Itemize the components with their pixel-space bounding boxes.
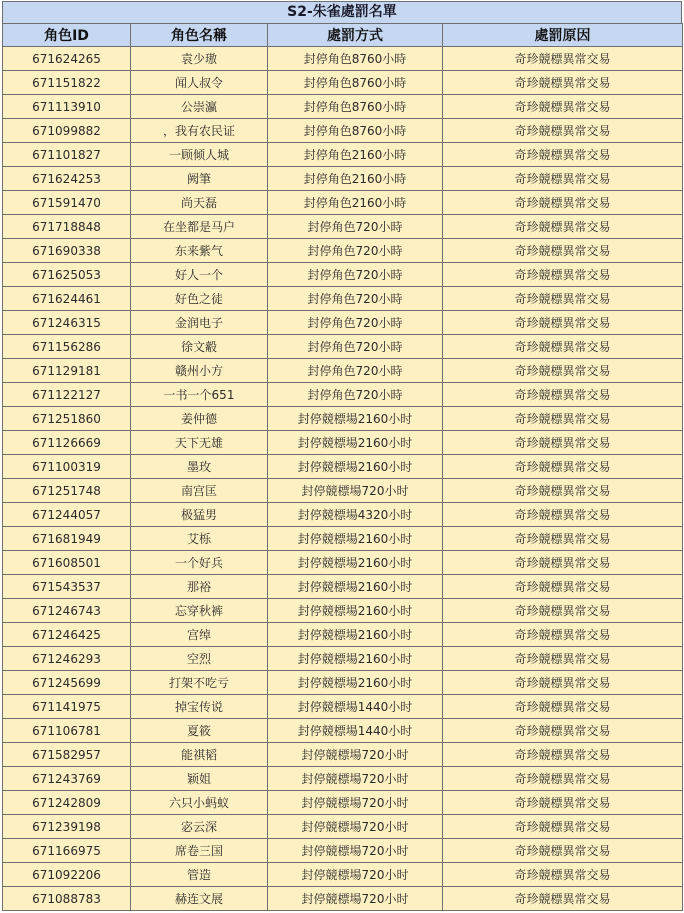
penalty-reason-cell: 奇珍競標異常交易 [443, 47, 683, 71]
penalty-reason-cell: 奇珍競標異常交易 [443, 95, 683, 119]
table-row [3, 47, 683, 71]
role-id-cell: 671582957 [3, 743, 131, 767]
table-row [3, 287, 683, 311]
role-name-cell: 一书一个651 [131, 383, 268, 407]
role-id-cell: 671624253 [3, 167, 131, 191]
table-row [3, 167, 683, 191]
role-id-cell: 671088783 [3, 887, 131, 911]
penalty-reason-cell: 奇珍競標異常交易 [443, 287, 683, 311]
header-penalty-method: 處罰方式 [268, 24, 443, 47]
role-id-cell: 671129181 [3, 359, 131, 383]
penalty-reason-cell: 奇珍競標異常交易 [443, 479, 683, 503]
role-name-cell: 公崇瀛 [131, 95, 268, 119]
penalty-method-cell: 封停角色2160小時 [268, 191, 443, 215]
role-id-cell: 671141975 [3, 695, 131, 719]
role-id-cell: 671099882 [3, 119, 131, 143]
penalty-reason-cell: 奇珍競標異常交易 [443, 503, 683, 527]
penalty-method-cell: 封停競標場720小时 [268, 815, 443, 839]
table-row [3, 767, 683, 791]
penalty-reason-cell: 奇珍競標異常交易 [443, 791, 683, 815]
table-row [3, 143, 683, 167]
table-row [3, 191, 683, 215]
table-row [3, 743, 683, 767]
penalty-method-cell: 封停競標場2160小时 [268, 527, 443, 551]
table-row [3, 599, 683, 623]
role-id-cell: 671239198 [3, 815, 131, 839]
table-row [3, 527, 683, 551]
penalty-method-cell: 封停角色720小時 [268, 359, 443, 383]
role-name-cell: 好人一个 [131, 263, 268, 287]
penalty-method-cell: 封停競標場720小时 [268, 743, 443, 767]
role-name-cell: 掉宝传说 [131, 695, 268, 719]
penalty-method-cell: 封停角色8760小時 [268, 95, 443, 119]
role-id-cell: 671151822 [3, 71, 131, 95]
role-id-cell: 671092206 [3, 863, 131, 887]
role-id-cell: 671543537 [3, 575, 131, 599]
penalty-table [2, 23, 683, 911]
header-role-id: 角色ID [3, 24, 131, 47]
penalty-reason-cell: 奇珍競標異常交易 [443, 239, 683, 263]
penalty-reason-cell: 奇珍競標異常交易 [443, 863, 683, 887]
penalty-method-cell: 封停角色2160小時 [268, 167, 443, 191]
role-name-cell: 徐文觳 [131, 335, 268, 359]
penalty-method-cell: 封停角色720小時 [268, 263, 443, 287]
role-id-cell: 671246315 [3, 311, 131, 335]
penalty-reason-cell: 奇珍競標異常交易 [443, 575, 683, 599]
table-row [3, 695, 683, 719]
table-body [3, 47, 683, 911]
table-row [3, 671, 683, 695]
role-name-cell: 六只小蚂蚁 [131, 791, 268, 815]
header-penalty-reason: 處罰原因 [443, 24, 683, 47]
role-name-cell: 阙筆 [131, 167, 268, 191]
role-name-cell: 袁少璈 [131, 47, 268, 71]
role-id-cell: 671625053 [3, 263, 131, 287]
role-name-cell: 那裕 [131, 575, 268, 599]
penalty-reason-cell: 奇珍競標異常交易 [443, 407, 683, 431]
role-id-cell: 671718848 [3, 215, 131, 239]
penalty-reason-cell: 奇珍競標異常交易 [443, 527, 683, 551]
penalty-reason-cell: 奇珍競標異常交易 [443, 119, 683, 143]
penalty-reason-cell: 奇珍競標異常交易 [443, 455, 683, 479]
table-row [3, 479, 683, 503]
table-row [3, 239, 683, 263]
role-name-cell: 打架不吃亏 [131, 671, 268, 695]
penalty-method-cell: 封停角色8760小時 [268, 47, 443, 71]
penalty-method-cell: 封停角色8760小時 [268, 71, 443, 95]
table-row [3, 359, 683, 383]
role-name-cell: 一顾倾人城 [131, 143, 268, 167]
table-row [3, 575, 683, 599]
role-name-cell: 金润电子 [131, 311, 268, 335]
penalty-method-cell: 封停競標場2160小时 [268, 647, 443, 671]
role-id-cell: 671166975 [3, 839, 131, 863]
table-row [3, 503, 683, 527]
penalty-reason-cell: 奇珍競標異常交易 [443, 143, 683, 167]
penalty-reason-cell: 奇珍競標異常交易 [443, 887, 683, 911]
role-id-cell: 671101827 [3, 143, 131, 167]
role-name-cell: 宓云深 [131, 815, 268, 839]
role-id-cell: 671156286 [3, 335, 131, 359]
penalty-method-cell: 封停競標場720小时 [268, 791, 443, 815]
penalty-reason-cell: 奇珍競標異常交易 [443, 695, 683, 719]
penalty-method-cell: 封停競標場2160小时 [268, 407, 443, 431]
penalty-method-cell: 封停競標場720小时 [268, 839, 443, 863]
role-id-cell: 671126669 [3, 431, 131, 455]
table-row [3, 431, 683, 455]
penalty-method-cell: 封停角色720小時 [268, 287, 443, 311]
table-row [3, 791, 683, 815]
penalty-reason-cell: 奇珍競標異常交易 [443, 671, 683, 695]
penalty-method-cell: 封停競標場720小时 [268, 887, 443, 911]
penalty-method-cell: 封停競標場2160小时 [268, 551, 443, 575]
role-id-cell: 671246293 [3, 647, 131, 671]
penalty-reason-cell: 奇珍競標異常交易 [443, 71, 683, 95]
role-id-cell: 671591470 [3, 191, 131, 215]
penalty-method-cell: 封停角色8760小時 [268, 119, 443, 143]
role-id-cell: 671100319 [3, 455, 131, 479]
penalty-method-cell: 封停競標場1440小时 [268, 695, 443, 719]
table-row [3, 839, 683, 863]
penalty-reason-cell: 奇珍競標異常交易 [443, 743, 683, 767]
table-row [3, 215, 683, 239]
role-id-cell: 671242809 [3, 791, 131, 815]
role-name-cell: 好色之徒 [131, 287, 268, 311]
role-id-cell: 671251748 [3, 479, 131, 503]
penalty-reason-cell: 奇珍競標異常交易 [443, 311, 683, 335]
table-row [3, 455, 683, 479]
role-id-cell: 671246743 [3, 599, 131, 623]
penalty-reason-cell: 奇珍競標異常交易 [443, 335, 683, 359]
table-row [3, 551, 683, 575]
penalty-reason-cell: 奇珍競標異常交易 [443, 383, 683, 407]
penalty-method-cell: 封停競標場720小时 [268, 479, 443, 503]
penalty-reason-cell: 奇珍競標異常交易 [443, 719, 683, 743]
penalty-method-cell: 封停競標場2160小时 [268, 599, 443, 623]
table-row [3, 71, 683, 95]
penalty-reason-cell: 奇珍競標異常交易 [443, 839, 683, 863]
header-row [3, 24, 683, 47]
header-role-name: 角色名稱 [131, 24, 268, 47]
role-name-cell: 管造 [131, 863, 268, 887]
role-name-cell: 一个好兵 [131, 551, 268, 575]
role-name-cell: 天下无雄 [131, 431, 268, 455]
role-name-cell: 南宫匡 [131, 479, 268, 503]
table-row [3, 263, 683, 287]
table-row [3, 647, 683, 671]
penalty-method-cell: 封停角色720小時 [268, 335, 443, 359]
penalty-reason-cell: 奇珍競標異常交易 [443, 167, 683, 191]
penalty-method-cell: 封停競標場720小时 [268, 863, 443, 887]
penalty-method-cell: 封停競標場720小时 [268, 767, 443, 791]
penalty-reason-cell: 奇珍競標異常交易 [443, 815, 683, 839]
role-name-cell: 闻人叔令 [131, 71, 268, 95]
role-id-cell: 671243769 [3, 767, 131, 791]
penalty-method-cell: 封停角色2160小時 [268, 143, 443, 167]
role-name-cell: 极猛男 [131, 503, 268, 527]
penalty-reason-cell: 奇珍競標異常交易 [443, 263, 683, 287]
penalty-reason-cell: 奇珍競標異常交易 [443, 431, 683, 455]
role-id-cell: 671608501 [3, 551, 131, 575]
role-name-cell: 艾栎 [131, 527, 268, 551]
penalty-method-cell: 封停競標場2160小时 [268, 455, 443, 479]
table-row [3, 95, 683, 119]
table-row [3, 719, 683, 743]
role-name-cell: ，我有农民证 [131, 119, 268, 143]
table-row [3, 335, 683, 359]
sheet-title: S2-朱雀處罰名單 [2, 1, 682, 24]
penalty-method-cell: 封停競標場2160小时 [268, 623, 443, 647]
table-row [3, 863, 683, 887]
penalty-method-cell: 封停角色720小時 [268, 311, 443, 335]
table-row [3, 815, 683, 839]
penalty-reason-cell: 奇珍競標異常交易 [443, 191, 683, 215]
penalty-reason-cell: 奇珍競標異常交易 [443, 599, 683, 623]
penalty-method-cell: 封停角色720小時 [268, 239, 443, 263]
table-row [3, 623, 683, 647]
role-name-cell: 赣州小方 [131, 359, 268, 383]
penalty-reason-cell: 奇珍競標異常交易 [443, 551, 683, 575]
penalty-method-cell: 封停角色720小時 [268, 383, 443, 407]
role-id-cell: 671122127 [3, 383, 131, 407]
penalty-method-cell: 封停競標場2160小时 [268, 575, 443, 599]
role-id-cell: 671624265 [3, 47, 131, 71]
role-name-cell: 夏筱 [131, 719, 268, 743]
penalty-method-cell: 封停競標場1440小时 [268, 719, 443, 743]
penalty-reason-cell: 奇珍競標異常交易 [443, 647, 683, 671]
penalty-reason-cell: 奇珍競標異常交易 [443, 215, 683, 239]
role-name-cell: 颖姐 [131, 767, 268, 791]
penalty-method-cell: 封停競標場4320小时 [268, 503, 443, 527]
role-id-cell: 671624461 [3, 287, 131, 311]
role-name-cell: 在坐都是马户 [131, 215, 268, 239]
role-name-cell: 东来紫气 [131, 239, 268, 263]
penalty-method-cell: 封停競標場2160小时 [268, 431, 443, 455]
role-name-cell: 能祺韬 [131, 743, 268, 767]
penalty-reason-cell: 奇珍競標異常交易 [443, 359, 683, 383]
role-name-cell: 忘穿秋裤 [131, 599, 268, 623]
penalty-method-cell: 封停角色720小時 [268, 215, 443, 239]
role-id-cell: 671681949 [3, 527, 131, 551]
role-name-cell: 墨玫 [131, 455, 268, 479]
table-row [3, 887, 683, 911]
table-row [3, 119, 683, 143]
role-id-cell: 671106781 [3, 719, 131, 743]
penalty-reason-cell: 奇珍競標異常交易 [443, 623, 683, 647]
role-id-cell: 671113910 [3, 95, 131, 119]
role-id-cell: 671245699 [3, 671, 131, 695]
table-row [3, 311, 683, 335]
role-name-cell: 尚天磊 [131, 191, 268, 215]
role-name-cell: 宫绰 [131, 623, 268, 647]
role-id-cell: 671244057 [3, 503, 131, 527]
role-name-cell: 赫连文展 [131, 887, 268, 911]
table-row [3, 407, 683, 431]
penalty-reason-cell: 奇珍競標異常交易 [443, 767, 683, 791]
role-name-cell: 席卷三国 [131, 839, 268, 863]
role-name-cell: 空烈 [131, 647, 268, 671]
role-name-cell: 姜仲德 [131, 407, 268, 431]
role-id-cell: 671690338 [3, 239, 131, 263]
role-id-cell: 671251860 [3, 407, 131, 431]
role-id-cell: 671246425 [3, 623, 131, 647]
table-row [3, 383, 683, 407]
penalty-method-cell: 封停競標場2160小时 [268, 671, 443, 695]
